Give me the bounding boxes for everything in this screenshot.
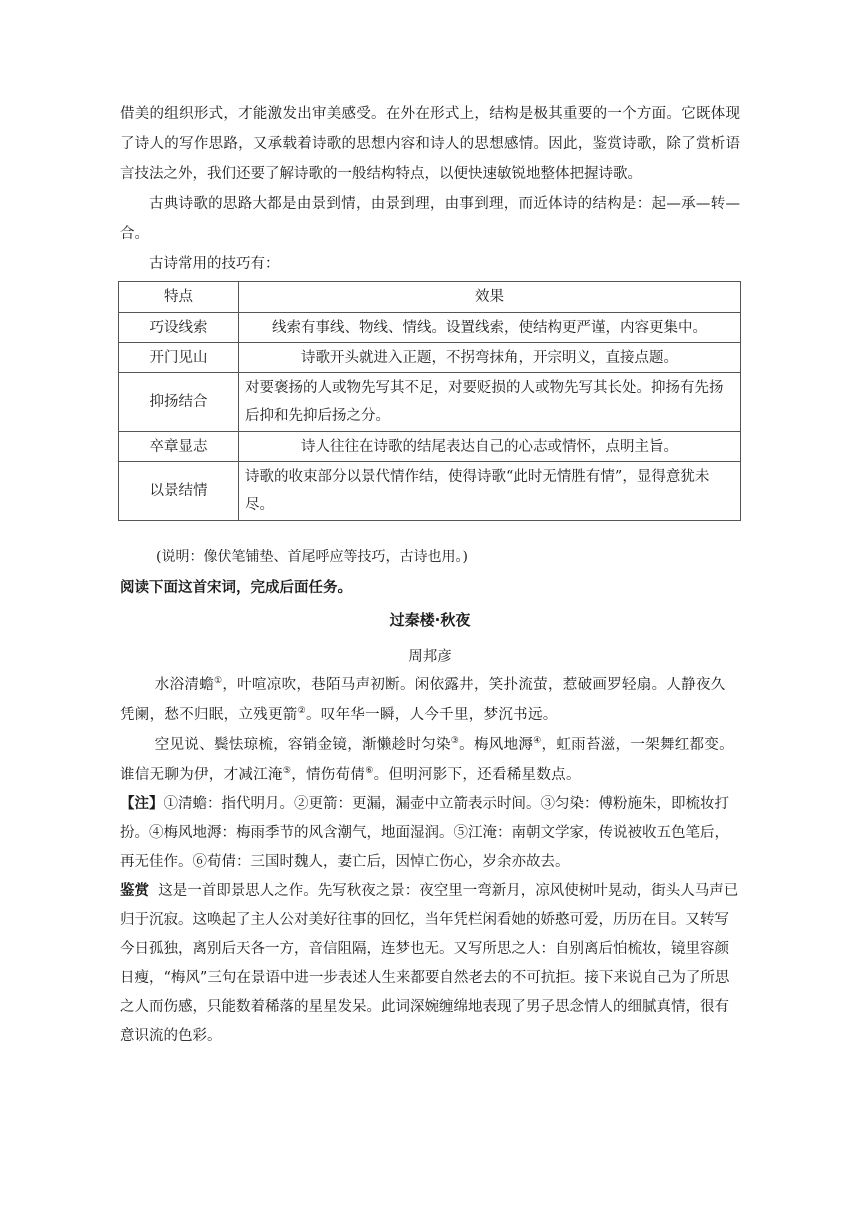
poem-stanza-1 (120, 670, 740, 730)
table-cell-effect: 诗歌开头就进入正题，不拐弯抹角，开宗明义，直接点题。 (239, 343, 741, 373)
appreciation-text: 这是一首即景思人之作。先写秋夜之景：夜空里一弯新月，凉风使树叶晃动，街头人马声已归于沉寂。这唤起了主人公对美好往事的回忆，当年凭栏闲看她的娇憨可爱，历历在目。又转写今日孤独，离别后天各一方，音信阻隔，连梦也无。又写所思之人：自别离后怕梳妆，镜里容颜日瘦，“梅风”三句在景语中进一步表述人生来都要自然老去的不可抗拒。接下来说自己为了所思之人而伤感，只能数着稀落的星星发呆。此词深婉缠绵地表现了男子思念情人的细腻真情，很有意识流的色彩。 (120, 883, 739, 1044)
table-cell-feature: 开门见山 (119, 343, 239, 373)
intro-paragraph-3: 古诗常用的技巧有： (149, 256, 280, 272)
table-cell-feature: 巧设线索 (119, 313, 239, 343)
footnote-marker: ④ (533, 736, 542, 747)
footnote-marker: ① (214, 676, 223, 687)
task-instruction: 阅读下面这首宋词，完成后面任务。 (120, 580, 352, 596)
table-cell-feature: 抑扬结合 (119, 373, 239, 432)
poem-stanza-2 (120, 730, 740, 790)
table-header-effect: 效果 (239, 282, 741, 313)
appreciation (120, 877, 740, 1051)
footnote-marker: ⑥ (365, 766, 374, 777)
poem-text: 。叹年华一瞬，人今千里，梦沉书远。 (305, 707, 558, 723)
footnote-marker: ② (297, 706, 306, 717)
table-header-feature: 特点 (119, 282, 239, 313)
table-cell-feature: 以景结情 (119, 462, 239, 521)
appreciation-label: 鉴赏 (120, 883, 149, 899)
poem-title: 过秦楼·秋夜 (389, 611, 471, 629)
table-row (119, 313, 741, 343)
table-header-row (119, 282, 741, 313)
table-cell-effect: 对要褒扬的人或物先写其不足，对要贬损的人或物先写其长处。抑扬有先扬后抑和先抑后扬之分。 (239, 373, 741, 432)
poem-text: ，情伤荀倩 (291, 767, 366, 783)
poem-text: ，叶喧凉吹，巷陌马声初断。闲依露井，笑扑流萤，惹破画罗轻扇。人静夜久凭阑，愁不归眠，立残更箭 (120, 677, 726, 723)
table-cell-feature: 卒章显志 (119, 432, 239, 462)
table-row (119, 343, 741, 373)
annotations-label: 【注】 (120, 796, 164, 812)
poem-text: 。梅风地溽 (459, 737, 534, 753)
table-row (119, 373, 741, 432)
poem-author: 周邦彦 (408, 649, 452, 665)
techniques-table (118, 281, 741, 521)
table-cell-effect: 线索有事线、物线、情线。设置线索，使结构更严谨，内容更集中。 (239, 313, 741, 343)
table-note: (说明：像伏笔铺垫、首尾呼应等技巧，古诗也用。) (156, 549, 468, 565)
footnote-marker: ⑤ (282, 766, 292, 777)
poem-text: 空见说、鬓怯琼梳，容销金镜，渐懒趁时匀染 (154, 737, 451, 753)
poem-text: 水浴清蟾 (154, 677, 214, 693)
table-row (119, 462, 741, 521)
poem-text: 。但明河影下，还看稀星数点。 (373, 767, 581, 783)
annotations-text: ①清蟾：指代明月。②更箭：更漏，漏壶中立箭表示时间。③匀染：傅粉施朱，即梳妆打扮。④梅风地溽：梅雨季节的风含潮气，地面湿润。⑤江淹：南朝文学家，传说被收五色笔后，再无佳作。⑥荀倩：三国时魏人，妻亡后，因悼亡伤心，岁余亦故去。 (120, 796, 729, 870)
table-cell-effect: 诗人往往在诗歌的结尾表达自己的心志或情怀，点明主旨。 (239, 432, 741, 462)
annotations (120, 790, 740, 877)
table-cell-effect: 诗歌的收束部分以景代情作结，使得诗歌“此时无情胜有情”，显得意犹未尽。 (239, 462, 741, 521)
intro-paragraph-2: 古典诗歌的思路大都是由景到情，由景到理，由事到理，而近体诗的结构是：起—承—转—合。 (120, 196, 740, 242)
table-row (119, 432, 741, 462)
footnote-marker: ③ (450, 736, 460, 747)
poem-text: ，虹雨苔滋，一架舞红都变。谁信无聊为伊，才减江淹 (120, 737, 734, 783)
intro-paragraph-1: 借美的组织形式，才能激发出审美感受。在外在形式上，结构是极其重要的一个方面。它既体现了诗人的写作思路，又承载着诗歌的思想内容和诗人的思想感情。因此，鉴赏诗歌，除了赏析语言技法之外，我们还要了解诗歌的一般结构特点，以便快速敏锐地整体把握诗歌。 (120, 106, 740, 182)
